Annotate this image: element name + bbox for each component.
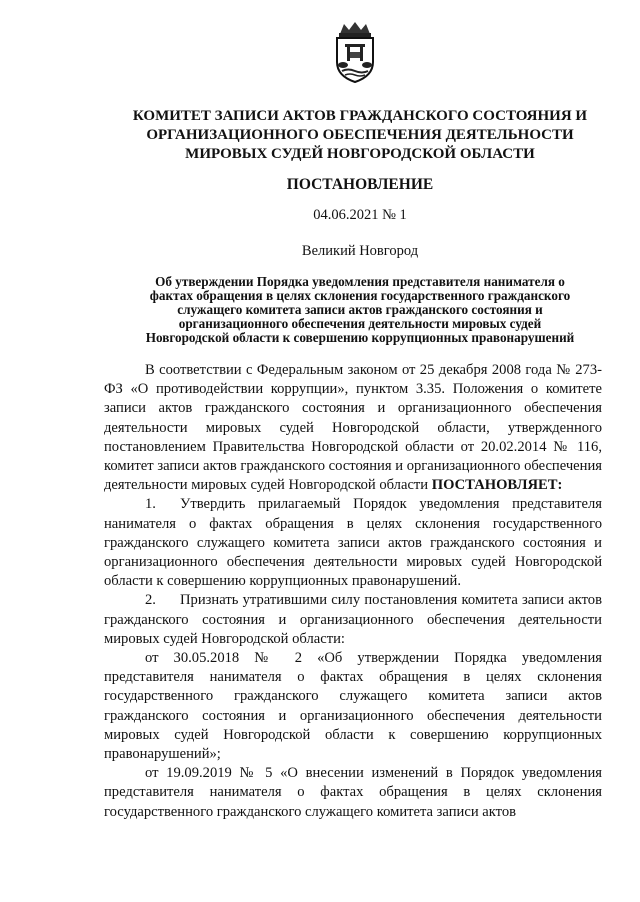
subject-line: Об утверждении Порядка уведомления представителя нанимателя о xyxy=(155,274,565,289)
org-line: КОМИТЕТ ЗАПИСИ АКТОВ ГРАЖДАНСКОГО СОСТОЯНИЯ И xyxy=(132,108,588,124)
preamble-text: В соответствии с Федеральным законом от 25 декабря 2008 года № 273-ФЗ «О противодействии коррупции», пунктом 3.35. Положения о комитете записи актов гражданского состояния и организационного обеспечения деятельности мировых судей Новгородской области, утвержденного постановлением Правительства Новгородской области от 20.02.2014 № 116, комитет записи актов гражданского состояния и организационного обеспечения деятельности мировых судей Новгородской области xyxy=(104,362,602,494)
document-body xyxy=(104,361,602,822)
item-2-number: 2. xyxy=(145,592,156,609)
preamble-paragraph xyxy=(104,361,602,495)
item-1-number: 1. xyxy=(145,496,156,513)
document-subject xyxy=(104,275,616,345)
org-line: ОРГАНИЗАЦИОННОГО ОБЕСПЕЧЕНИЯ ДЕЯТЕЛЬНОСТИ xyxy=(146,127,574,143)
coat-of-arms-icon xyxy=(330,20,380,84)
item-1-paragraph xyxy=(104,495,602,591)
repealed-act-1: от 30.05.2018 № 2 «Об утверждении Порядка уведомления представителя нанимателя о фактах обращения в целях склонения государственного гражданского служащего комитета записи актов гражданского состояния и организационного обеспечения деятельности мировых судей Новгородской области к совершению коррупционных правонарушений»; xyxy=(104,650,602,763)
subject-line: организационного обеспечения деятельности мировых судей xyxy=(178,316,542,331)
item-2-paragraph xyxy=(104,591,602,649)
subject-line: фактах обращения в целях склонения государственного гражданского xyxy=(149,288,571,303)
item-1-text: Утвердить прилагаемый Порядок уведомления представителя нанимателя о фактах обращения в целях склонения государственного гражданского служащего комитета записи актов гражданского состояния и организационного обеспечения деятельности мировых судей Новгородской области к совершению коррупционных правонарушений. xyxy=(104,496,602,590)
document-type: ПОСТАНОВЛЕНИЕ xyxy=(286,176,434,193)
organization-name xyxy=(100,107,620,164)
item-2-text: Признать утратившими силу постановления комитета записи актов гражданского состояния и организационного обеспечения деятельности мировых судей Новгородской области: xyxy=(104,592,602,647)
repealed-act-2: от 19.09.2019 № 5 «О внесении изменений в Порядок уведомления представителя нанимателя о фактах обращения в целях склонения государственного гражданского служащего комитета записи актов xyxy=(104,765,602,820)
document-date-number: 04.06.2021 № 1 xyxy=(313,207,407,223)
subject-line: Новгородской области к совершению коррупционных правонарушений xyxy=(145,330,575,345)
resolves-keyword: ПОСТАНОВЛЯЕТ: xyxy=(431,477,563,494)
subject-line: служащего комитета записи актов гражданского состояния и xyxy=(177,302,543,317)
org-line: МИРОВЫХ СУДЕЙ НОВГОРОДСКОЙ ОБЛАСТИ xyxy=(185,146,535,162)
document-city: Великий Новгород xyxy=(301,243,419,259)
